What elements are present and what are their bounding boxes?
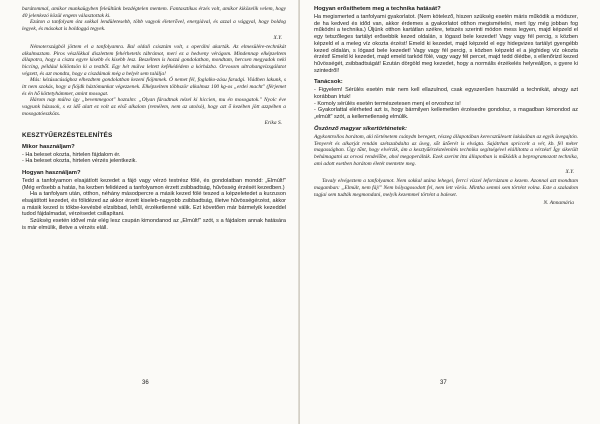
testimony-paragraph: Ezúton a tanfolyam óta sokkal lendületesebb, több vagyok életerővel, energiával, és azzal a vággyal, hogy boldog legyek, és másokat is boldoggá tegyek. bbox=[22, 19, 286, 33]
testimony-paragraph: Agykontrollos barátom, aki történetem csánydn beregett, részeg állapotában kerecsztülesett lakásában az egyik üvegajtón. Tenyerét és alkarját rendán szétszabdalta az üveg, sőt ütőerét is elvágta. Sajátrhan spriccelt a vér, kb. fél méter magasságban. Úgy tűnt, hogy elvérzik, ám a kesztyűérzéstelenítés technika segítségével elállította a vérzést! Így sikerült behámagatni az orvosi rendelőbe, ahol megoperálták. Ezek szerint itta állapotban is működik a beprogramozott technika, ami adott esetben barátom életét mentette meg. bbox=[314, 133, 578, 167]
list-item: - Ha beleset okozta, hirtelen fájdalom ér. bbox=[22, 151, 121, 158]
body-paragraph: Tedd a tanfolyamon elsajátíott kezedet a fájó vagy vérzó testrész fölé, és gondolatban mondd: „Elmúlt!" (Még erősebb a hatás, ha kezben felidézed a tanfolyamon érzett zsibbadtság, hűvösség érzését kezedben.) bbox=[22, 177, 286, 191]
signature: X.Y. bbox=[273, 34, 282, 41]
list-item: - Figyelem! Sérülés esetén már nem kell ellazulnod, csak egyszerűen használd a technikát, ahogy azt korábban írtuk! bbox=[314, 87, 578, 101]
body-paragraph: Ha a tanfolyam után, otthon, néhány másodpercre a másik kezed fölé teszed a képzeletedet a kurzuson elsajátított kezedet, és fölidézed az akkor érzett kiseleb-nagyobb zsibbadtság, illetve hűvösségérzést, akkor a másik kezed is tökbe-kevésbé elzsibbad, lehűl, érzéketlenné válik. Ezt követően már bármelyik kezeddel tudod fájdalmadat, vérzésedet csillapítani. bbox=[22, 191, 286, 218]
list-item: - Ha beleset okozta, hirtelen vérzés jelentkezik. bbox=[22, 158, 137, 165]
signature: Erika S. bbox=[264, 119, 282, 126]
testimony-paragraph: Más: kézúsacúsághoz elhezdtem gondolatban kezeni fiójmmek. Ó nemet fél, foglalko-zásu faradgi. Viádhen lakunk, s itt nem szokás, hogy a fiójdk háztómunkat végezzenek. Elképzeltem többször alkalmaz 100 kg-os „erdei macht" (férjemet és én hő köttetyhámmer, amint mosogat. bbox=[22, 77, 286, 97]
list-item: - Gyakorlattal elérheted azt is, hogy bármilyen kellemetlen érzésedre gondolsz, s magadban kimondod az „elmúlt" szót, a kellemetlenség elmúlik. bbox=[314, 107, 578, 121]
right-page bbox=[300, 0, 600, 424]
subsection-title: Öszönző magyar sikertörténetek: bbox=[314, 125, 407, 132]
testimony-paragraph: Három nap múlva így „bevenmegoot" hoztalm: „Olyan fáradtnak nézel ki hiccien, mu én mosogatok." Nyolc éve vagyunk házasok, s ez idő alatt ez volt az első alkalom (remélem, nem az utolsó), hogy azt ő kezében jött azzpében a mosogatóeszközs. bbox=[22, 97, 286, 117]
list-item: - Komoly sérülés esetén természetesen menj el orvoshoz is! bbox=[314, 100, 461, 107]
testimony-paragraph: Tavaly elvégeztem a tanfolyamot. Nem sokkal utána lehegei, ferrcí vízzel leforráztam a kezem. Azonnal azt mondtam magamban: „Elmúlt, nem fáj!" Nem hólyagosodott fel, nem lett vörös. Mintha semmi sem történt volna. Este a szaladom tagjai sem tudták megmondani, melyik kezemmel történt a baleset. bbox=[314, 178, 578, 198]
section-title: KESZTYŰERZÉSTELENÍTÉS bbox=[22, 131, 113, 139]
subsection-title: Mikor használjam? bbox=[22, 143, 75, 150]
subsection-title: Tanácsok: bbox=[314, 79, 343, 86]
subsection-title: Hogyan használjam? bbox=[22, 169, 81, 176]
signature: X.Y. bbox=[565, 169, 574, 176]
signature: N. Annamária bbox=[543, 200, 574, 207]
testimony-paragraph: Némoterszágból jöttem el a tanfolyamra. Bal oldali csisztám volt, s operálni akarták. Az elmesülére-technikát alkalmaztam. Piros vészlökkal diszlettem fehérhetetls tábrámot, meri ez a hedveny vérágom. Mindennap elképzeltem állapotra, hogy a ciszta egyre kisebb és kisebb lesz. Beszéltem is hozzá gondolatban, mondtam, hercsen megyadok neki hiccing, például kölöntsön ki a testből. Egy hét múlva leltett kefékédédem a kórházba. Orvosom ultrahangvizsgálatot végzett, és azt mondta, hogy a ciszdámak még a helyét sem találja! bbox=[22, 43, 286, 77]
page-number: 37 bbox=[440, 380, 447, 386]
body-paragraph: Ha megismerted a tanfolyami gyakorlatot. (Nem kötelező, hiszen szükség esetén máris működik a módszer, de ha kedved és időd van, akkor érdemes a gyakorlatot otthon megismételni, mert így még jobban fog működni a technika.) Üljünk otthon kartátlan székre, tetszés szerinti módon mess legyen, majd képzeld el egy tetszőleges tartályt erősebbik kezed oldalán, s lógasd bele kezedet! Vagy vagy fél percig, s közben képzeld el a meleg víz okozta érzést! Emeld ki kezedet, majd képzeld el egy hidegvizes tartályt gyengébb kezed oldalán, s lógasd bele kezedet! Vagy vagy fél percig, s közben képzeld el a jéghideg víz okozta érzést! Emeld ki kezedet, majd emeld tarkód fölé, vagy vagy fél percet, majd tedd ölédbe, s ellenőrizd kezed hűvösségét, zsibbadtságát! Ezután dörgöld meg kezedet, hogy a normális érzékelés helyreálljon, s gyere ki szintedről! bbox=[314, 14, 578, 74]
testimony-paragraph: barátommal, amikor munkaügyben feleültünk bezdégtelen mentem. Fantasztikus érzés volt, amikor kiközelik velem, hogy 40 jelenkezó közül engem választottak ki. bbox=[22, 6, 286, 19]
page-number: 36 bbox=[142, 380, 149, 386]
body-paragraph: Szükség esetén idővel már elég lesz csupán kimondanod az „Elmúlt!" szót, s a fájdalom annak hatására is már elmúlik, illetve a vérzés eláll. bbox=[22, 218, 286, 231]
subsection-title: Hogyan erősíthetem meg a technika hatását? bbox=[314, 6, 441, 12]
